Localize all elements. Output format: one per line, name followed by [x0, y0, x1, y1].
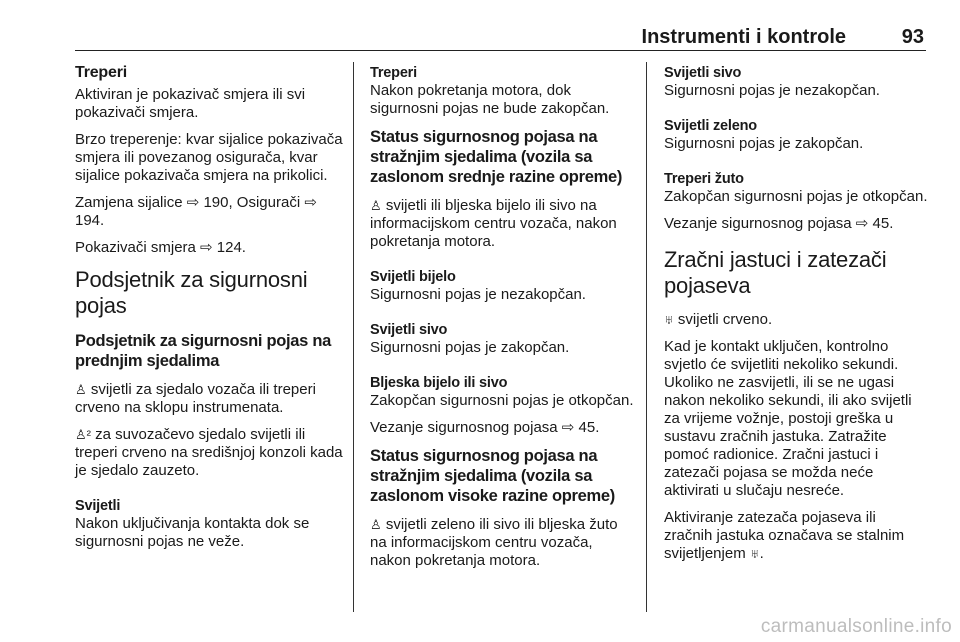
paragraph: Aktiviran je pokazivač smjera ili svi pokazivači smjera.: [75, 86, 306, 121]
column-2: [370, 64, 634, 579]
paragraph: Sigurnosni pojas je zakopčan.: [664, 135, 864, 152]
paragraph: Nakon uključivanja kontakta dok se sigurnosni pojas ne veže.: [75, 515, 310, 550]
subheading-bijelo: Svijetli bijelo: [370, 269, 456, 285]
page-number: 93: [901, 26, 924, 48]
paragraph: Nakon pokretanja motora, dok sigurnosni pojas ne bude zakopčan.: [370, 82, 610, 117]
paragraph: Sigurnosni pojas je zakopčan.: [370, 339, 570, 356]
heading-rear-seats-mid: Status sigurnosnog pojasa na stražnjim sjedalima (vozila sa zaslonom srednje razine opreme): [370, 128, 623, 186]
subheading-bljeska: Bljeska bijelo ili sivo: [370, 375, 508, 391]
subheading-zuto: Treperi žuto: [664, 171, 744, 187]
paragraph: Zamjena sijalice ⇨ 190, Osigurači ⇨ 194.: [75, 194, 317, 229]
paragraph: ♙ svijetli za sjedalo vozača ili treperi crveno na sklopu instrumenata.: [75, 381, 316, 416]
seatbelt-passenger-icon: ♙²: [75, 427, 91, 442]
airbag-icon: ♅: [749, 546, 760, 561]
paragraph: Pokazivači smjera ⇨ 124.: [75, 239, 246, 256]
paragraph: Aktiviranje zatezača pojaseva ili zračnih jastuka označava se stalnim svijetljenjem ♅.: [664, 509, 905, 562]
paragraph: Brzo treperenje: kvar sijalice pokazivača smjera ili povezanog osigurača, kvar sijalice pokazivača smjera na prikolici.: [75, 131, 343, 184]
heading-airbags: Zračni jastuci i zatezači pojaseva: [664, 247, 887, 298]
column-divider: [353, 62, 354, 612]
subheading-sivo: Svijetli sivo: [370, 322, 448, 338]
section-title: Instrumenti i kontrole: [641, 26, 846, 48]
paragraph: Zakopčan sigurnosni pojas je otkopčan.: [370, 392, 634, 409]
subheading-treperi: Treperi: [370, 65, 417, 81]
watermark: carmanualsonline.info: [760, 616, 952, 637]
paragraph: ♙ svijetli zeleno ili sivo ili bljeska žuto na informacijskom centru vozača, nakon pokretanja motora.: [370, 516, 618, 569]
paragraph: Vezanje sigurnosnog pojasa ⇨ 45.: [664, 215, 894, 232]
paragraph: ♅ svijetli crveno.: [664, 311, 773, 328]
paragraph: Kad je kontakt uključen, kontrolno svjetlo će svijetliti nekoliko sekundi. Ukoliko ne zasvijetli, ili se ne ugasi nakon nekoliko sekundi, ili ako svijetli za vrijeme vožnje, postoji greška u sustavu zračnih jastuka. Zatražite pomoć radionice. Zračni jastuci i zatezači pojasa se možda neće aktivirati u slučaju nesreće.: [664, 338, 912, 499]
heading-front-seats: Podsjetnik za sigurnosni pojas na prednjim sjedalima: [75, 332, 331, 370]
seatbelt-icon: ♙: [370, 517, 382, 532]
seatbelt-icon: ♙: [370, 198, 382, 213]
subheading-svijetli: Svijetli: [75, 498, 121, 514]
subheading-treperi: Treperi: [75, 64, 127, 81]
paragraph: Sigurnosni pojas je nezakopčan.: [664, 82, 880, 99]
paragraph: Zakopčan sigurnosni pojas je otkopčan.: [664, 188, 928, 205]
column-divider: [646, 62, 647, 612]
column-3: [664, 64, 928, 572]
heading-rear-seats-high: Status sigurnosnog pojasa na stražnjim sjedalima (vozila sa zaslonom visoke razine opreme): [370, 447, 616, 505]
paragraph: ♙ svijetli ili bljeska bijelo ili sivo na informacijskom centru vozača, nakon pokretanja motora.: [370, 197, 617, 250]
heading-seatbelt-reminder: Podsjetnik za sigurnosni pojas: [75, 267, 308, 318]
paragraph: ♙² za suvozačevo sjedalo svijetli ili treperi crveno na središnjoj konzoli kada je sjedalo zauzeto.: [75, 426, 343, 479]
column-1: [75, 64, 343, 560]
paragraph: Sigurnosni pojas je nezakopčan.: [370, 286, 586, 303]
seatbelt-icon: ♙: [75, 382, 87, 397]
airbag-icon: ♅: [664, 312, 674, 327]
subheading-zeleno: Svijetli zeleno: [664, 118, 757, 134]
paragraph: Vezanje sigurnosnog pojasa ⇨ 45.: [370, 419, 600, 436]
page-header: [75, 20, 926, 51]
subheading-sivo: Svijetli sivo: [664, 65, 742, 81]
